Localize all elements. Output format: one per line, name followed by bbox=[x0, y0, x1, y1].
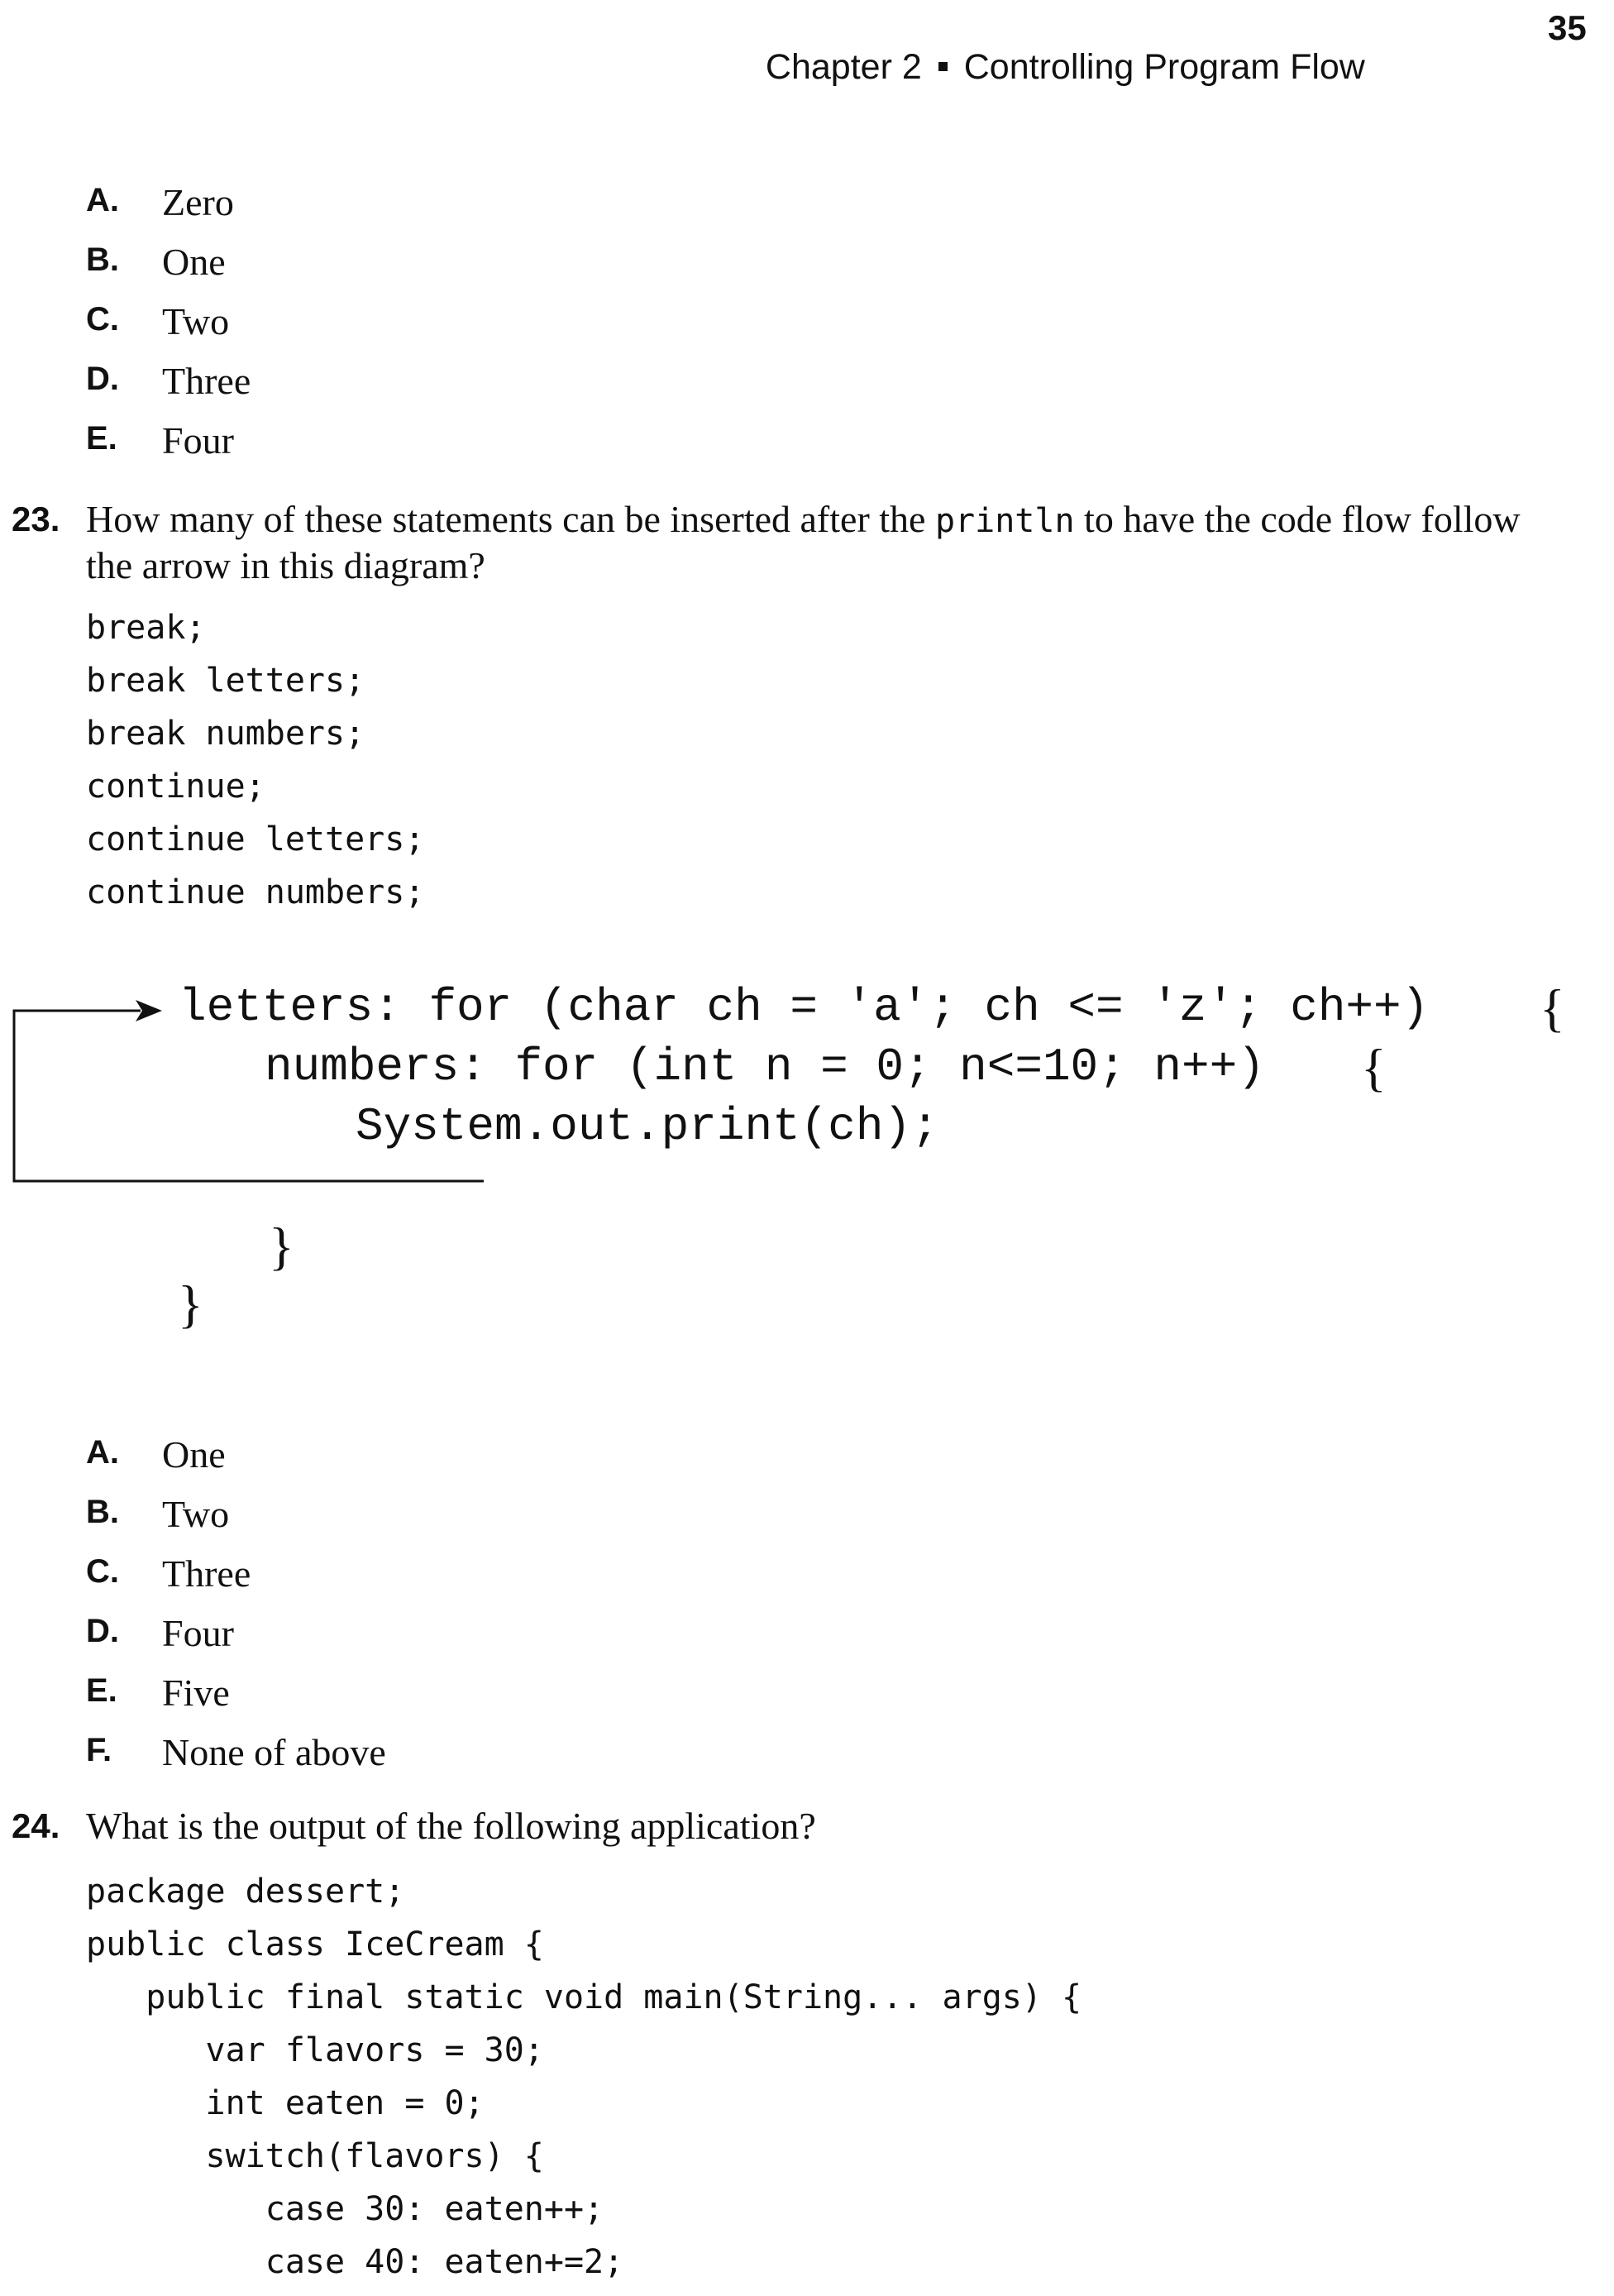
statement-line: continue numbers; bbox=[86, 873, 425, 911]
option-letter: D. bbox=[86, 1613, 119, 1649]
statement-line: break letters; bbox=[86, 662, 365, 700]
code-line: case 40: eaten+=2; bbox=[86, 2243, 624, 2281]
diagram-open-brace-1: { bbox=[1540, 978, 1565, 1037]
diagram-line-numbers: numbers: for (int n = 0; n<=10; n++) bbox=[265, 1040, 1265, 1093]
option-text: Three bbox=[162, 1552, 251, 1595]
option-text: One bbox=[162, 241, 226, 283]
option-text: Zero bbox=[162, 181, 234, 223]
option-text: None of above bbox=[162, 1731, 386, 1773]
option-text: Four bbox=[162, 419, 234, 462]
diagram-line-print: System.out.print(ch); bbox=[356, 1100, 939, 1153]
running-header bbox=[746, 7, 1365, 88]
diagram-close-brace-outer: } bbox=[178, 1275, 203, 1333]
option-letter: A. bbox=[86, 1434, 119, 1471]
diagram-open-brace-2: { bbox=[1361, 1038, 1387, 1097]
option-text: Four bbox=[162, 1612, 234, 1654]
option-text: Three bbox=[162, 360, 251, 402]
statement-line: break numbers; bbox=[86, 715, 365, 753]
option-letter: D. bbox=[86, 361, 119, 397]
diagram-line-letters: letters: for (char ch = 'a'; ch <= 'z'; ch++) bbox=[179, 981, 1430, 1034]
option-letter: B. bbox=[86, 242, 119, 278]
option-letter: E. bbox=[86, 420, 117, 457]
code-line: int eaten = 0; bbox=[86, 2084, 485, 2122]
statement-line: continue letters; bbox=[86, 820, 425, 859]
code-line: switch(flavors) { bbox=[86, 2137, 544, 2175]
question-number-24: 24. bbox=[12, 1806, 60, 1845]
code-line: var flavors = 30; bbox=[86, 2031, 544, 2069]
option-letter: C. bbox=[86, 1553, 119, 1590]
code-line: package dessert; bbox=[86, 1873, 405, 1911]
question-text-23-line2: the arrow in this diagram? bbox=[86, 544, 485, 586]
header-separator bbox=[938, 62, 948, 71]
question-text-part: to have the code flow follow bbox=[1074, 498, 1521, 540]
code-line: public final static void main(String... args) { bbox=[86, 1978, 1082, 2016]
diagram-close-brace-inner: } bbox=[269, 1217, 294, 1275]
statement-line: continue; bbox=[86, 768, 265, 806]
option-letter: E. bbox=[86, 1672, 117, 1709]
option-text: Five bbox=[162, 1672, 230, 1714]
page-number: 35 bbox=[1548, 8, 1587, 47]
chapter-title: Controlling Program Flow bbox=[963, 47, 1365, 87]
question-text-23 bbox=[86, 496, 1521, 544]
inline-code-println: println bbox=[934, 502, 1075, 540]
arrow-path bbox=[14, 1011, 484, 1181]
code-line: public class IceCream { bbox=[86, 1925, 544, 1964]
chapter-label: Chapter 2 bbox=[765, 47, 922, 87]
code-line: case 30: eaten++; bbox=[86, 2190, 604, 2228]
statement-line: break; bbox=[86, 609, 206, 647]
option-text: Two bbox=[162, 300, 230, 342]
option-text: One bbox=[162, 1433, 226, 1476]
option-letter: F. bbox=[86, 1732, 112, 1768]
question-number-23: 23. bbox=[12, 500, 60, 538]
option-text: Two bbox=[162, 1493, 230, 1535]
option-letter: C. bbox=[86, 301, 119, 337]
question-text-24: What is the output of the following application? bbox=[86, 1805, 816, 1847]
option-letter: A. bbox=[86, 182, 119, 218]
question-text-part: How many of these statements can be inserted after the bbox=[86, 498, 935, 540]
option-letter: B. bbox=[86, 1494, 119, 1530]
